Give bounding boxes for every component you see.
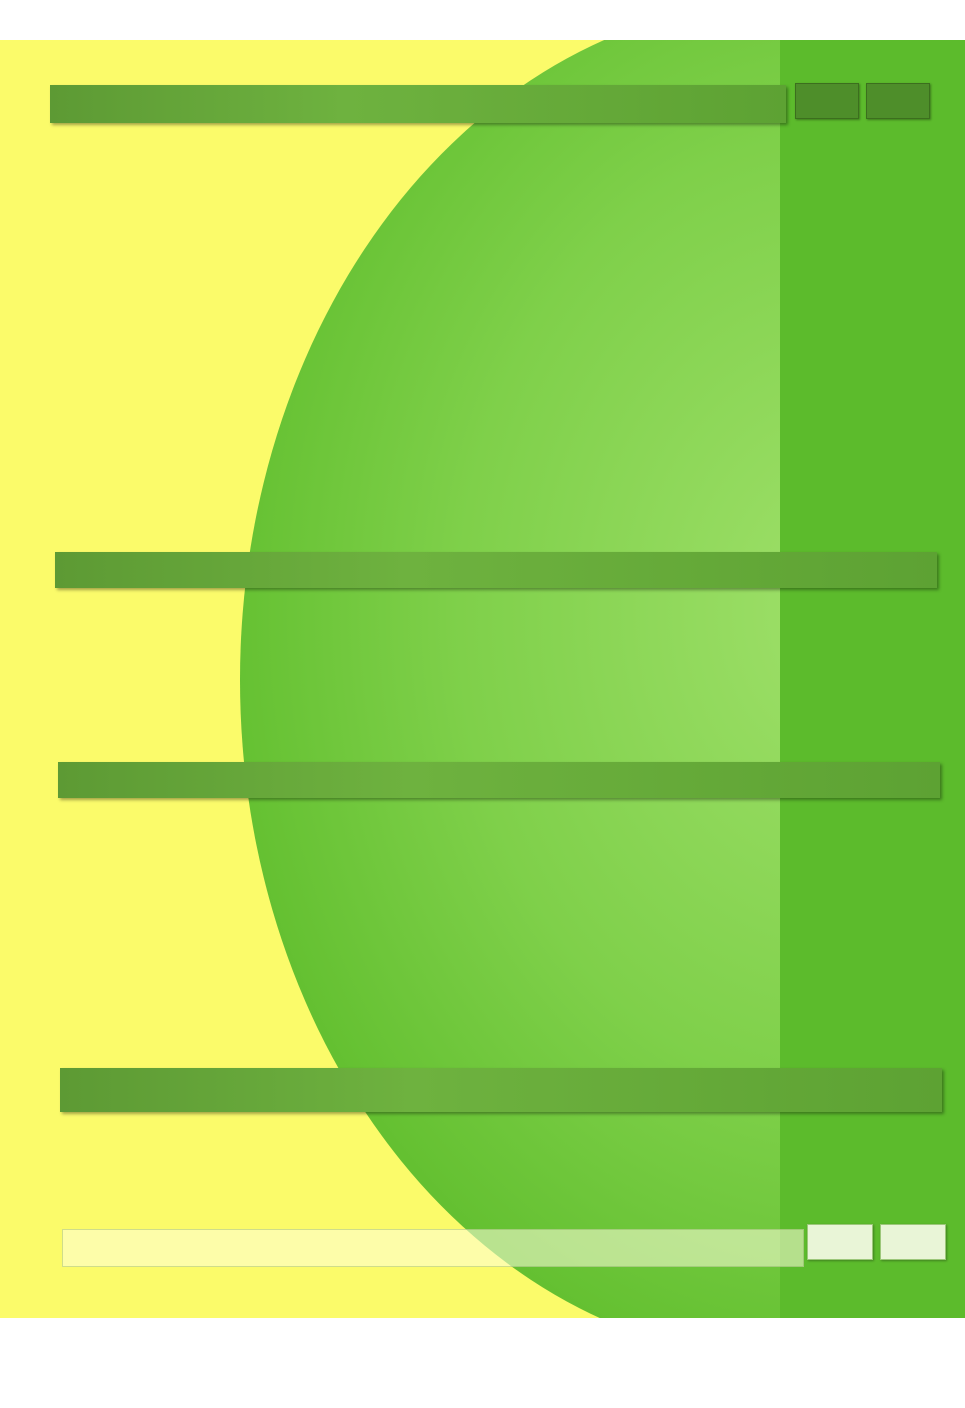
size-grande: [866, 83, 930, 119]
section-speciales-band: [58, 762, 940, 798]
green-background-right: [780, 40, 965, 1318]
extra-price-grande: [880, 1224, 946, 1260]
size-petite: [795, 83, 859, 119]
section-calzones-band: [55, 552, 937, 588]
section-unnamed-band: [60, 1068, 942, 1112]
extra-price-petite: [807, 1224, 873, 1260]
section-base-band: [50, 85, 786, 123]
menu-page: [0, 40, 965, 1318]
extra-row-bar: [62, 1229, 804, 1267]
